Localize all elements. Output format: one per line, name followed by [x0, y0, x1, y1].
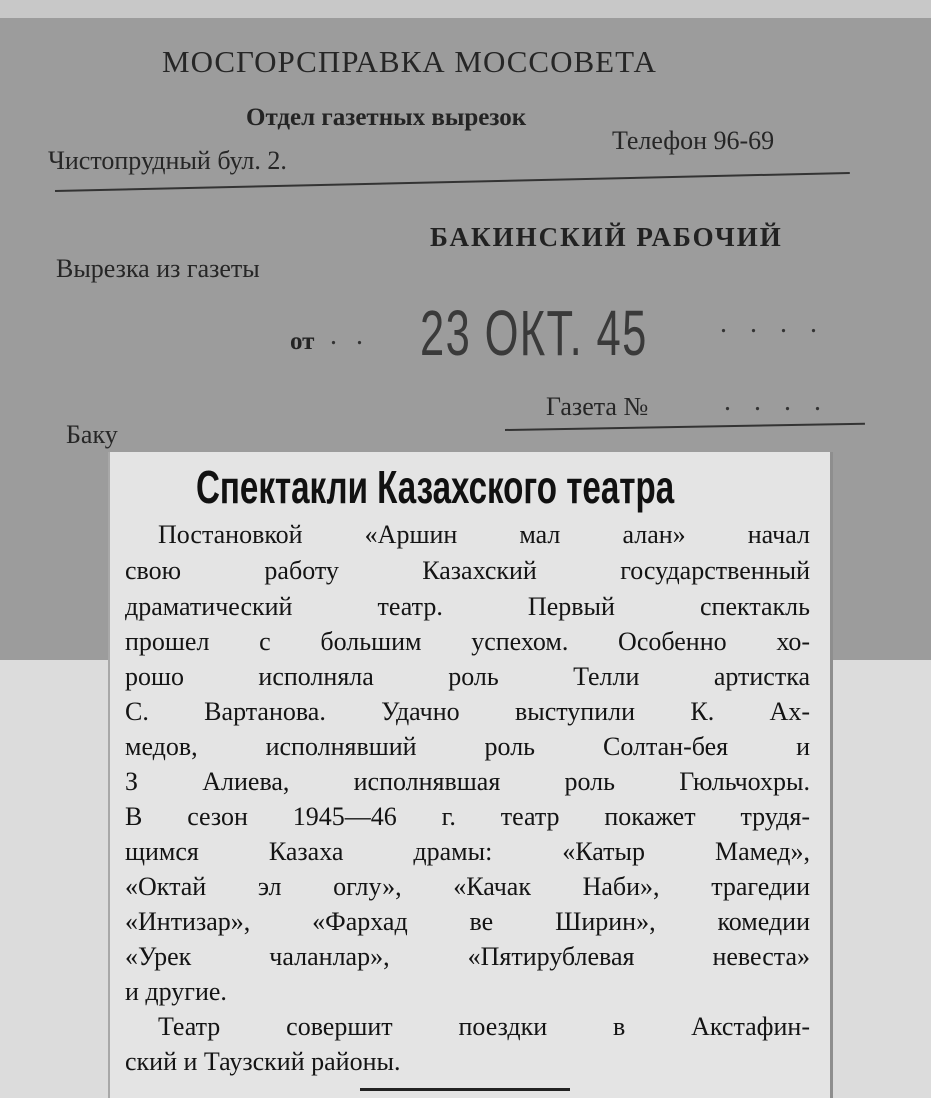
- from-label: от: [290, 328, 315, 355]
- article-line: С. Вартанова. Удачно выступили К. Ах-: [125, 697, 810, 726]
- fill-dots: . . . .: [724, 386, 829, 417]
- article-end-rule: [360, 1088, 570, 1091]
- article-line: щимся Казаха драмы: «Катыр Мамед»,: [125, 837, 810, 866]
- article-line: «Октай эл оглу», «Качак Наби», трагедии: [125, 872, 810, 901]
- organization-name: МОСГОРСПРАВКА МОССОВЕТА: [162, 44, 657, 79]
- phone-number: Телефон 96-69: [612, 126, 775, 155]
- article-line: «Урек чаланлар», «Пятирублевая невеста»: [125, 942, 810, 971]
- article-line: медов, исполнявший роль Солтан-бея и: [125, 732, 810, 761]
- issue-label: Газета №: [546, 392, 649, 421]
- article-line: ский и Таузский районы.: [125, 1047, 401, 1076]
- date-stamp: 23 ОКТ. 45: [420, 297, 648, 369]
- article-line: Театр совершит поездки в Акстафин-: [158, 1012, 810, 1041]
- newspaper-name: БАКИНСКИЙ РАБОЧИЙ: [430, 222, 783, 252]
- article-line: В сезон 1945—46 г. театр покажет трудя-: [125, 802, 810, 831]
- article-line: З Алиева, исполнявшая роль Гюльчохры.: [125, 767, 810, 796]
- article-line: Постановкой «Аршин мал алан» начал: [158, 520, 810, 549]
- article-line: рошо исполняла роль Телли артистка: [125, 662, 810, 691]
- department-name: Отдел газетных вырезок: [246, 104, 527, 131]
- article-line: и другие.: [125, 977, 227, 1006]
- top-edge: [0, 0, 931, 18]
- article-line: «Интизар», «Фархад ве Ширин», комедии: [125, 907, 810, 936]
- article-line: прошел с большим успехом. Особенно хо-: [125, 627, 810, 656]
- cutting-label: Вырезка из газеты: [56, 254, 260, 283]
- article-line: свою работу Казахский государственный: [125, 556, 810, 585]
- article-headline: Спектакли Казахского театра: [196, 461, 675, 513]
- address: Чистопрудный бул. 2.: [48, 146, 287, 175]
- article-line: драматический театр. Первый спектакль: [125, 592, 810, 621]
- city-label: Баку: [66, 420, 118, 449]
- fill-dots: . . . .: [720, 308, 825, 339]
- fill-dots: . .: [330, 320, 369, 351]
